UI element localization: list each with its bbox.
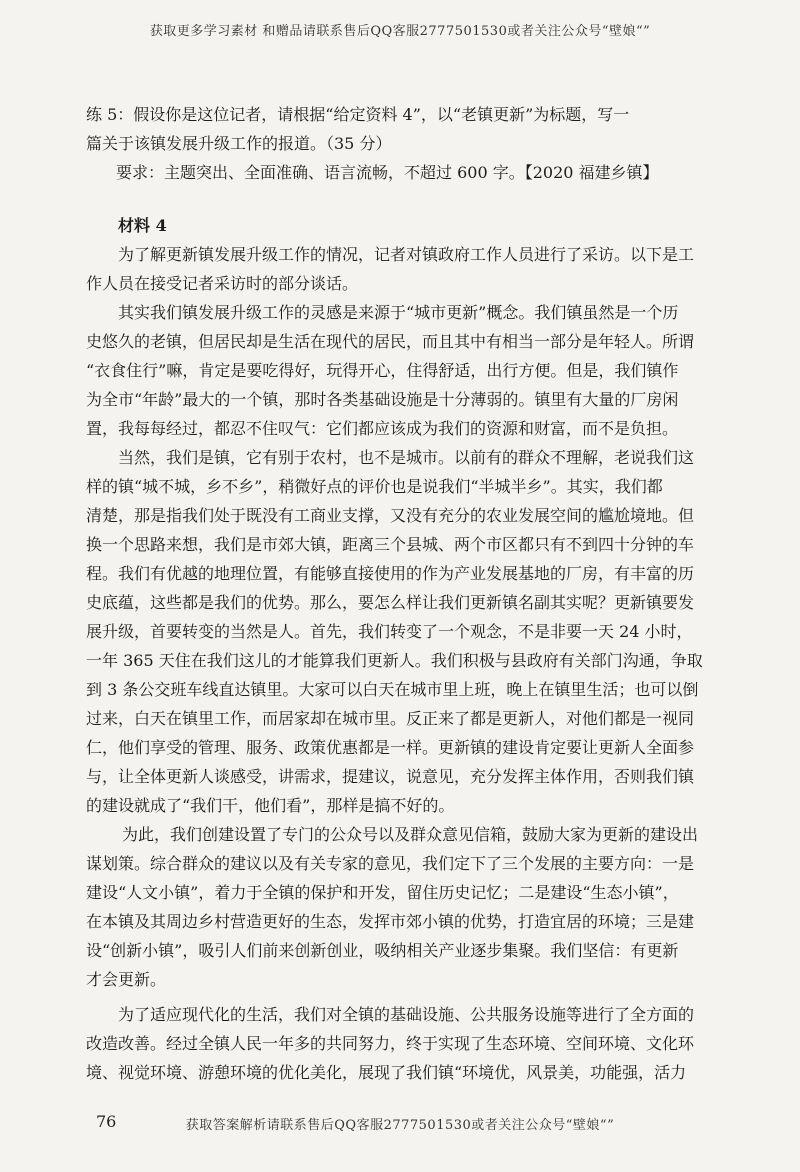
exercise-line: 篇关于该镇发展升级工作的报道。（35 分）	[86, 134, 392, 153]
material-paragraph	[86, 820, 726, 994]
paragraph-line: 到 3 条公交班车线直达镇里。大家可以白天在城市里上班，晚上在镇里生活；也可以倒	[86, 680, 699, 699]
paragraph-line: 其实我们镇发展升级工作的灵感是来源于“城市更新”概念。我们镇虽然是一个历	[118, 303, 679, 322]
paragraph-line: 展升级，首要转变的当然是人。首先，我们转变了一个观念，不是非要一天 24 小时，	[86, 622, 693, 641]
paragraph-line: “衣食住行”嘛，肯定是要吃得好，玩得开心，住得舒适，出行方便。但是，我们镇作	[86, 361, 679, 380]
page-footer	[0, 1112, 800, 1134]
paragraph-line: 史底蕴，这些都是我们的优势。那么，要怎么样让我们更新镇名副其实呢？更新镇要发	[86, 593, 695, 612]
paragraph-line: 清楚，那是指我们处于既没有工商业支撑，又没有充分的农业发展空间的尴尬境地。但	[86, 506, 695, 525]
paragraph-line: 为全市“年龄”最大的一个镇，那时各类基础设施是十分薄弱的。镇里有大量的厂房闲	[86, 390, 679, 409]
paragraph-line: 当然，我们是镇，它有别于农村，也不是城市。以前有的群众不理解，老说我们这	[118, 448, 695, 467]
paragraph-line: 换一个思路来想，我们是市郊大镇，距离三个县城、两个市区都只有不到四十分钟的车	[86, 535, 695, 554]
page-header: 获取更多学习素材 和赠品请联系售后QQ客服2777501530或者关注公众号“壁娘“”	[149, 24, 651, 39]
paragraph-line: 与，让全体更新人谈感受，讲需求，提建议，说意见，充分发挥主体作用，否则我们镇	[86, 767, 695, 786]
paragraph-line: 谋划策。综合群众的建议以及有关专家的意见，我们定下了三个发展的主要方向：一是	[86, 854, 695, 873]
paragraph-line: 一年 365 天住在我们这儿的才能算我们更新人。我们积极与县政府有关部门沟通，争取	[86, 651, 703, 670]
paragraph-line: 建设“人文小镇”，着力于全镇的保护和开发，留住历史记忆；二是建设“生态小镇”，	[86, 883, 679, 902]
paragraph-line: 设“创新小镇”，吸引人们前来创新创业，吸纳相关产业逐步集聚。我们坚信：有更新	[86, 941, 679, 960]
paragraph-line: 才会更新。	[86, 970, 167, 989]
exercise-requirement: 要求：主题突出、全面准确、语言流畅，不超过 600 字。【2020 福建乡镇】	[116, 163, 659, 182]
paragraph-line: 仁，他们享受的管理、服务、政策优惠都是一样。更新镇的建设肯定要让更新人全面参	[86, 738, 695, 757]
paragraph-line: 境、视觉环境、游憩环境的优化美化，展现了我们镇“环境优，风景美，功能强，活力	[86, 1063, 687, 1082]
paragraph-line: 为此，我们创建设置了专门的公众号以及群众意见信箱，鼓励大家为更新的建设出	[122, 825, 699, 844]
footer-text: 获取答案解析请联系售后QQ客服2777501530或者关注公众号“壁娘“”	[185, 1118, 615, 1133]
paragraph-line: 程。我们有优越的地理位置，有能够直接使用的作为产业发展基地的厂房，有丰富的历	[86, 564, 695, 583]
paragraph-line: 置，我每每经过，都忍不住叹气：它们都应该成为我们的资源和财富，而不是负担。	[86, 419, 679, 438]
paragraph-line: 改造改善。经过全镇人民一年多的共同努力，终于实现了生态环境、空间环境、文化环	[86, 1034, 695, 1053]
paragraph-line: 在本镇及其周边乡村营造更好的生态，发挥市郊小镇的优势，打造宜居的环境；三是建	[86, 912, 695, 931]
page-number: 76	[96, 1112, 117, 1131]
paragraph-line: 样的镇“城不城，乡不乡”，稍微好点的评价也是说我们“半城半乡”。其实，我们都	[86, 477, 663, 496]
exercise-prompt	[86, 100, 726, 187]
document-content	[86, 100, 726, 1087]
paragraph-line: 的建设就成了“我们干，他们看”，那样是搞不好的。	[86, 796, 455, 815]
material-paragraph	[86, 298, 726, 443]
paragraph-line: 作人员在接受记者采访时的部分谈话。	[86, 274, 359, 293]
exercise-line: 练 5：假设你是这位记者，请根据“给定资料 4”，以“老镇更新”为标题，写一	[86, 105, 630, 124]
material-paragraph	[86, 240, 726, 298]
paragraph-line: 史悠久的老镇，但居民却是生活在现代的居民，而且其中有相当一部分是年轻人。所谓	[86, 332, 695, 351]
material-paragraph	[86, 1000, 726, 1087]
paragraph-line: 为了适应现代化的生活，我们对全镇的基础设施、公共服务设施等进行了全方面的	[118, 1005, 695, 1024]
material-paragraph	[86, 443, 726, 820]
paragraph-line: 过来，白天在镇里工作，而居家却在城市里。反正来了都是更新人，对他们都是一视同	[86, 709, 695, 728]
paragraph-line: 为了解更新镇发展升级工作的情况，记者对镇政府工作人员进行了采访。以下是工	[118, 245, 695, 264]
material-title: 材料 4	[118, 216, 167, 235]
